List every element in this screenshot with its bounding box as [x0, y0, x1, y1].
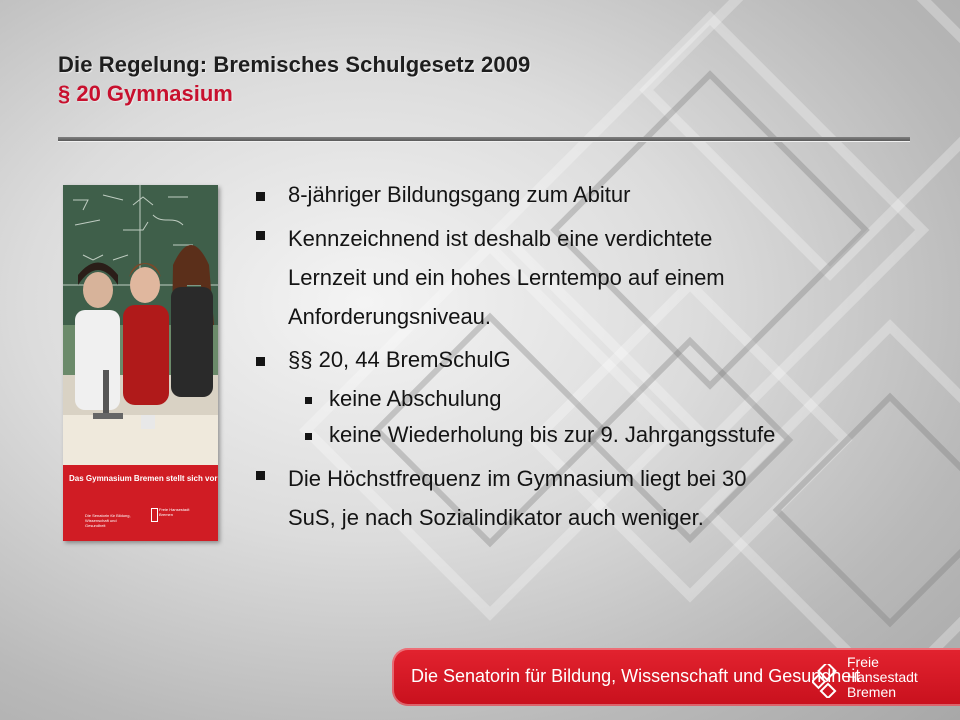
bullet-text	[288, 459, 912, 537]
footer-text: Die Senatorin für Bildung, Wissenschaft und Gesundheit	[411, 666, 861, 686]
bullet-item	[252, 219, 912, 336]
square-bullet-icon	[305, 433, 312, 440]
bremen-key-icon	[812, 664, 842, 698]
bullet-text: keine Wiederholung bis zur 9. Jahrgangsstufe	[329, 422, 776, 447]
square-bullet-icon	[305, 397, 312, 404]
bullet-item	[252, 180, 912, 210]
square-bullet-icon	[256, 192, 265, 201]
bullet-item	[252, 459, 912, 537]
title-block	[58, 52, 530, 107]
bullet-line: SuS, je nach Sozialindikator auch weniger.	[288, 505, 704, 530]
students-photo	[63, 185, 218, 465]
footer-banner	[392, 648, 960, 706]
brochure-small-text: Die Senatorin für Bildung, Wissenschaft und Gesundheit	[85, 513, 131, 528]
bullet-text: keine Abschulung	[329, 386, 502, 411]
footer-city-line: Freie	[847, 654, 879, 670]
bullet-list	[252, 180, 912, 537]
footer-city-name	[847, 655, 918, 700]
sub-bullet-item	[252, 420, 912, 450]
brochure-cover-image	[63, 185, 218, 541]
bullet-line: Anforderungsniveau.	[288, 304, 492, 329]
square-bullet-icon	[256, 357, 265, 366]
slide-title: Die Regelung: Bremisches Schulgesetz 2009	[58, 52, 531, 77]
sub-bullet-item	[252, 384, 912, 414]
brochure-logo-icon	[151, 508, 158, 522]
footer-city-line: Hansestadt	[847, 669, 918, 685]
brochure-logo	[151, 507, 191, 527]
brochure-logo-text: Freie Hansestadt Bremen	[159, 507, 190, 517]
slide-subtitle: § 20 Gymnasium	[58, 81, 233, 106]
title-divider	[58, 137, 910, 142]
footer-city-line: Bremen	[847, 684, 897, 700]
bullet-line: Kennzeichnend ist deshalb eine verdichtete	[288, 226, 713, 251]
bullet-text: 8-jähriger Bildungsgang zum Abitur	[288, 182, 631, 207]
square-bullet-icon	[256, 471, 265, 480]
bullet-text	[288, 219, 912, 336]
brochure-title: Das Gymnasium Bremen stellt sich vor	[69, 474, 218, 483]
square-bullet-icon	[256, 231, 265, 240]
bullet-text: §§ 20, 44 BremSchulG	[288, 347, 511, 372]
bullet-line: Lernzeit und ein hohes Lerntempo auf einem	[288, 265, 725, 290]
bullet-line: Die Höchstfrequenz im Gymnasium liegt bei 30	[288, 466, 747, 491]
bullet-item	[252, 345, 912, 375]
